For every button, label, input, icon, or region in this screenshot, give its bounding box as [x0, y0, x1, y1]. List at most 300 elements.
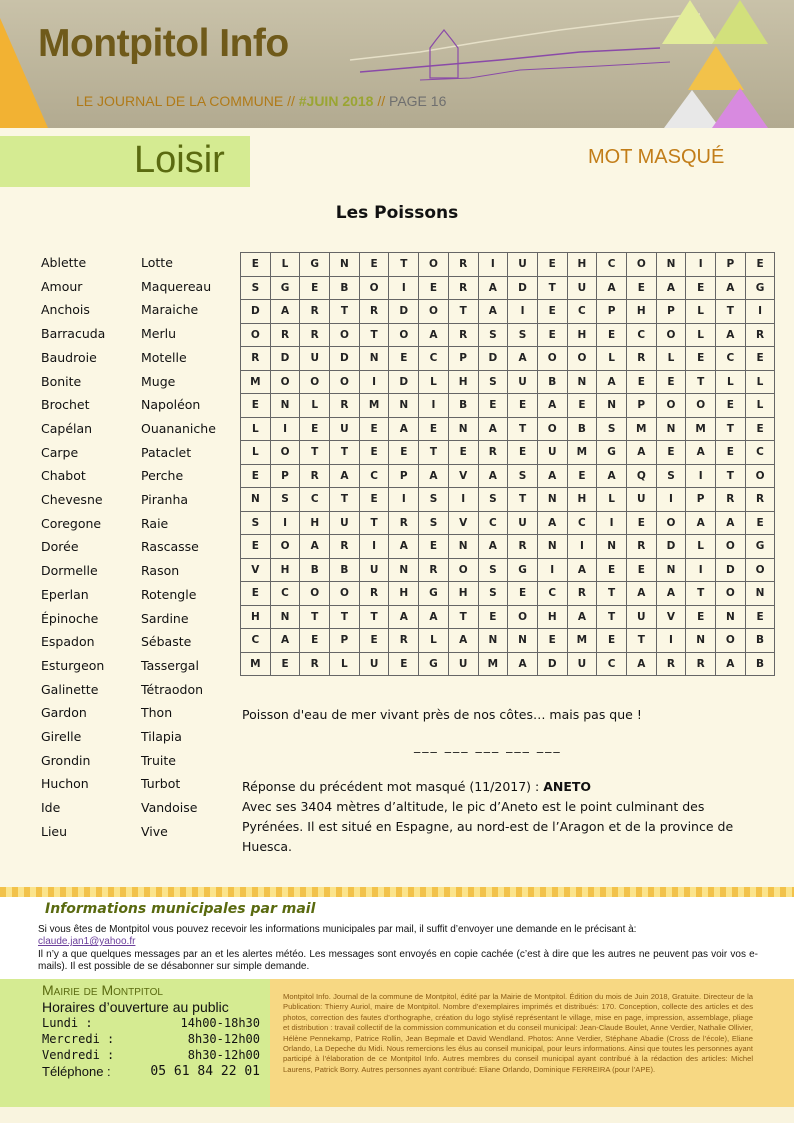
grid-cell[interactable]: C — [359, 464, 389, 488]
grid-cell[interactable]: M — [626, 417, 656, 441]
grid-cell[interactable]: O — [300, 370, 330, 394]
grid-cell[interactable]: E — [716, 394, 746, 418]
grid-cell[interactable]: H — [537, 605, 567, 629]
grid-cell[interactable]: I — [270, 511, 300, 535]
grid-cell[interactable]: T — [716, 464, 746, 488]
grid-cell[interactable]: S — [241, 276, 271, 300]
grid-cell[interactable]: C — [478, 511, 508, 535]
grid-cell[interactable]: N — [270, 605, 300, 629]
grid-cell[interactable]: D — [656, 535, 686, 559]
grid-cell[interactable]: R — [389, 629, 419, 653]
grid-cell[interactable]: E — [745, 347, 775, 371]
grid-cell[interactable]: I — [270, 417, 300, 441]
grid-cell[interactable]: P — [597, 300, 627, 324]
grid-cell[interactable]: U — [508, 511, 538, 535]
grid-cell[interactable]: D — [716, 558, 746, 582]
grid-cell[interactable]: P — [626, 394, 656, 418]
grid-cell[interactable]: R — [270, 323, 300, 347]
grid-cell[interactable]: P — [686, 488, 716, 512]
grid-cell[interactable]: E — [508, 441, 538, 465]
grid-cell[interactable]: O — [241, 323, 271, 347]
grid-cell[interactable]: T — [330, 441, 360, 465]
grid-cell[interactable]: N — [597, 394, 627, 418]
grid-cell[interactable]: U — [359, 558, 389, 582]
grid-cell[interactable]: E — [241, 582, 271, 606]
grid-cell[interactable]: C — [597, 253, 627, 277]
grid-cell[interactable]: B — [745, 652, 775, 676]
grid-cell[interactable]: T — [300, 441, 330, 465]
grid-cell[interactable]: T — [359, 323, 389, 347]
grid-cell[interactable]: T — [330, 300, 360, 324]
grid-cell[interactable]: R — [478, 441, 508, 465]
grid-cell[interactable]: H — [389, 582, 419, 606]
grid-cell[interactable]: P — [270, 464, 300, 488]
grid-cell[interactable]: H — [448, 582, 478, 606]
grid-cell[interactable]: O — [745, 464, 775, 488]
grid-cell[interactable]: E — [597, 558, 627, 582]
grid-cell[interactable]: L — [745, 394, 775, 418]
grid-cell[interactable]: E — [359, 441, 389, 465]
grid-cell[interactable]: D — [389, 370, 419, 394]
grid-cell[interactable]: M — [241, 370, 271, 394]
grid-cell[interactable]: I — [419, 394, 449, 418]
grid-cell[interactable]: R — [300, 464, 330, 488]
grid-cell[interactable]: E — [567, 464, 597, 488]
grid-cell[interactable]: S — [478, 370, 508, 394]
grid-cell[interactable]: S — [241, 511, 271, 535]
grid-cell[interactable]: U — [359, 652, 389, 676]
grid-cell[interactable]: O — [448, 558, 478, 582]
grid-cell[interactable]: U — [537, 441, 567, 465]
grid-cell[interactable]: S — [478, 582, 508, 606]
grid-cell[interactable]: S — [597, 417, 627, 441]
grid-cell[interactable]: E — [537, 629, 567, 653]
grid-cell[interactable]: A — [626, 582, 656, 606]
email-link[interactable]: claude.jan1@yahoo.fr — [38, 936, 136, 947]
grid-cell[interactable]: R — [745, 488, 775, 512]
grid-cell[interactable]: E — [716, 441, 746, 465]
grid-cell[interactable]: H — [567, 253, 597, 277]
grid-cell[interactable]: R — [686, 652, 716, 676]
grid-cell[interactable]: O — [330, 370, 360, 394]
grid-cell[interactable]: A — [478, 464, 508, 488]
grid-cell[interactable]: E — [270, 652, 300, 676]
grid-cell[interactable]: I — [745, 300, 775, 324]
grid-cell[interactable]: E — [478, 394, 508, 418]
grid-cell[interactable]: D — [330, 347, 360, 371]
grid-cell[interactable]: A — [270, 300, 300, 324]
grid-cell[interactable]: E — [745, 253, 775, 277]
grid-cell[interactable]: O — [656, 323, 686, 347]
grid-cell[interactable]: E — [419, 276, 449, 300]
grid-cell[interactable]: G — [508, 558, 538, 582]
grid-cell[interactable]: E — [508, 582, 538, 606]
grid-cell[interactable]: T — [716, 417, 746, 441]
grid-cell[interactable]: N — [448, 417, 478, 441]
grid-cell[interactable]: E — [478, 605, 508, 629]
grid-cell[interactable]: N — [537, 535, 567, 559]
grid-cell[interactable]: E — [626, 558, 656, 582]
grid-cell[interactable]: R — [300, 652, 330, 676]
grid-cell[interactable]: E — [300, 417, 330, 441]
grid-cell[interactable]: T — [716, 300, 746, 324]
grid-cell[interactable]: I — [537, 558, 567, 582]
grid-cell[interactable]: R — [716, 488, 746, 512]
grid-cell[interactable]: V — [448, 464, 478, 488]
grid-cell[interactable]: U — [626, 605, 656, 629]
grid-cell[interactable]: O — [716, 535, 746, 559]
grid-cell[interactable]: T — [508, 488, 538, 512]
grid-cell[interactable]: Q — [626, 464, 656, 488]
grid-cell[interactable]: S — [508, 464, 538, 488]
grid-cell[interactable]: D — [389, 300, 419, 324]
grid-cell[interactable]: P — [716, 253, 746, 277]
grid-cell[interactable]: N — [716, 605, 746, 629]
grid-cell[interactable]: C — [419, 347, 449, 371]
grid-cell[interactable]: O — [567, 347, 597, 371]
grid-cell[interactable]: I — [656, 488, 686, 512]
grid-cell[interactable]: T — [389, 253, 419, 277]
grid-cell[interactable]: E — [359, 253, 389, 277]
grid-cell[interactable]: T — [686, 370, 716, 394]
grid-cell[interactable]: I — [359, 370, 389, 394]
grid-cell[interactable]: E — [241, 464, 271, 488]
grid-cell[interactable]: L — [419, 370, 449, 394]
grid-cell[interactable]: E — [241, 253, 271, 277]
grid-cell[interactable]: E — [745, 417, 775, 441]
grid-cell[interactable]: N — [656, 253, 686, 277]
grid-cell[interactable]: A — [270, 629, 300, 653]
grid-cell[interactable]: I — [359, 535, 389, 559]
grid-cell[interactable]: A — [478, 300, 508, 324]
grid-cell[interactable]: L — [716, 370, 746, 394]
grid-cell[interactable]: H — [567, 323, 597, 347]
grid-cell[interactable]: C — [567, 511, 597, 535]
grid-cell[interactable]: A — [626, 652, 656, 676]
grid-cell[interactable]: H — [300, 511, 330, 535]
grid-cell[interactable]: G — [419, 652, 449, 676]
grid-cell[interactable]: E — [359, 488, 389, 512]
grid-cell[interactable]: U — [300, 347, 330, 371]
grid-cell[interactable]: U — [330, 511, 360, 535]
grid-cell[interactable]: B — [567, 417, 597, 441]
grid-cell[interactable]: E — [537, 300, 567, 324]
grid-cell[interactable]: A — [656, 276, 686, 300]
grid-cell[interactable]: E — [241, 535, 271, 559]
grid-cell[interactable]: L — [686, 535, 716, 559]
grid-cell[interactable]: E — [537, 253, 567, 277]
grid-cell[interactable]: R — [745, 323, 775, 347]
grid-cell[interactable]: H — [270, 558, 300, 582]
grid-cell[interactable]: C — [300, 488, 330, 512]
grid-cell[interactable]: T — [597, 605, 627, 629]
grid-cell[interactable]: M — [686, 417, 716, 441]
grid-cell[interactable]: O — [686, 394, 716, 418]
grid-cell[interactable]: N — [745, 582, 775, 606]
grid-cell[interactable]: A — [686, 441, 716, 465]
grid-cell[interactable]: N — [389, 558, 419, 582]
grid-cell[interactable]: R — [656, 652, 686, 676]
grid-cell[interactable]: T — [359, 605, 389, 629]
grid-cell[interactable]: R — [300, 300, 330, 324]
grid-cell[interactable]: E — [626, 511, 656, 535]
grid-cell[interactable]: R — [448, 253, 478, 277]
grid-cell[interactable]: T — [508, 417, 538, 441]
grid-cell[interactable]: R — [448, 323, 478, 347]
grid-cell[interactable]: O — [300, 582, 330, 606]
grid-cell[interactable]: I — [389, 276, 419, 300]
grid-cell[interactable]: E — [686, 276, 716, 300]
grid-cell[interactable]: S — [419, 488, 449, 512]
grid-cell[interactable]: R — [567, 582, 597, 606]
grid-cell[interactable]: G — [270, 276, 300, 300]
grid-cell[interactable]: L — [300, 394, 330, 418]
grid-cell[interactable]: A — [448, 629, 478, 653]
grid-cell[interactable]: A — [389, 605, 419, 629]
grid-cell[interactable]: A — [597, 370, 627, 394]
grid-cell[interactable]: A — [716, 511, 746, 535]
grid-cell[interactable]: E — [745, 511, 775, 535]
grid-cell[interactable]: O — [656, 394, 686, 418]
grid-cell[interactable]: A — [389, 417, 419, 441]
grid-cell[interactable]: E — [686, 347, 716, 371]
grid-cell[interactable]: I — [567, 535, 597, 559]
grid-cell[interactable]: I — [597, 511, 627, 535]
grid-cell[interactable]: A — [537, 394, 567, 418]
grid-cell[interactable]: B — [537, 370, 567, 394]
grid-cell[interactable]: H — [241, 605, 271, 629]
grid-cell[interactable]: U — [567, 652, 597, 676]
grid-cell[interactable]: V — [241, 558, 271, 582]
grid-cell[interactable]: O — [270, 441, 300, 465]
grid-cell[interactable]: I — [686, 464, 716, 488]
grid-cell[interactable]: O — [330, 582, 360, 606]
grid-cell[interactable]: T — [359, 511, 389, 535]
grid-cell[interactable]: T — [537, 276, 567, 300]
grid-cell[interactable]: L — [745, 370, 775, 394]
grid-cell[interactable]: A — [419, 323, 449, 347]
grid-cell[interactable]: E — [626, 370, 656, 394]
grid-cell[interactable]: E — [389, 652, 419, 676]
grid-cell[interactable]: I — [508, 300, 538, 324]
grid-cell[interactable]: B — [330, 558, 360, 582]
grid-cell[interactable]: L — [419, 629, 449, 653]
grid-cell[interactable]: O — [537, 347, 567, 371]
grid-cell[interactable]: M — [359, 394, 389, 418]
grid-cell[interactable]: R — [300, 323, 330, 347]
grid-cell[interactable]: I — [478, 253, 508, 277]
grid-cell[interactable]: A — [567, 605, 597, 629]
grid-cell[interactable]: A — [300, 535, 330, 559]
grid-cell[interactable]: N — [686, 629, 716, 653]
grid-cell[interactable]: R — [330, 535, 360, 559]
grid-cell[interactable]: T — [448, 300, 478, 324]
grid-cell[interactable]: N — [270, 394, 300, 418]
grid-cell[interactable]: C — [567, 300, 597, 324]
grid-cell[interactable]: T — [330, 605, 360, 629]
grid-cell[interactable]: C — [716, 347, 746, 371]
grid-cell[interactable]: T — [686, 582, 716, 606]
grid-cell[interactable]: E — [597, 629, 627, 653]
grid-cell[interactable]: E — [686, 605, 716, 629]
grid-cell[interactable]: A — [537, 511, 567, 535]
grid-cell[interactable]: M — [241, 652, 271, 676]
grid-cell[interactable]: U — [448, 652, 478, 676]
grid-cell[interactable]: B — [448, 394, 478, 418]
grid-cell[interactable]: I — [686, 253, 716, 277]
grid-cell[interactable]: C — [241, 629, 271, 653]
grid-cell[interactable]: P — [656, 300, 686, 324]
grid-cell[interactable]: P — [389, 464, 419, 488]
grid-cell[interactable]: A — [419, 464, 449, 488]
grid-cell[interactable]: O — [359, 276, 389, 300]
grid-cell[interactable]: A — [597, 464, 627, 488]
grid-cell[interactable]: B — [745, 629, 775, 653]
grid-cell[interactable]: U — [508, 370, 538, 394]
grid-cell[interactable]: N — [508, 629, 538, 653]
grid-cell[interactable]: S — [419, 511, 449, 535]
grid-cell[interactable]: E — [508, 394, 538, 418]
grid-cell[interactable]: M — [567, 629, 597, 653]
grid-cell[interactable]: B — [300, 558, 330, 582]
grid-cell[interactable]: V — [656, 605, 686, 629]
grid-cell[interactable]: O — [716, 582, 746, 606]
grid-cell[interactable]: T — [330, 488, 360, 512]
grid-cell[interactable]: C — [745, 441, 775, 465]
grid-cell[interactable]: A — [508, 652, 538, 676]
grid-cell[interactable]: T — [448, 605, 478, 629]
grid-cell[interactable]: E — [300, 276, 330, 300]
grid-cell[interactable]: G — [745, 535, 775, 559]
grid-cell[interactable]: R — [448, 276, 478, 300]
grid-cell[interactable]: L — [686, 323, 716, 347]
grid-cell[interactable]: O — [389, 323, 419, 347]
grid-cell[interactable]: N — [567, 370, 597, 394]
grid-cell[interactable]: O — [270, 370, 300, 394]
grid-cell[interactable]: O — [656, 511, 686, 535]
grid-cell[interactable]: R — [241, 347, 271, 371]
grid-cell[interactable]: E — [389, 347, 419, 371]
grid-cell[interactable]: G — [745, 276, 775, 300]
grid-cell[interactable]: I — [686, 558, 716, 582]
grid-cell[interactable]: P — [448, 347, 478, 371]
grid-cell[interactable]: E — [241, 394, 271, 418]
grid-cell[interactable]: U — [330, 417, 360, 441]
grid-cell[interactable]: E — [359, 417, 389, 441]
grid-cell[interactable]: A — [330, 464, 360, 488]
grid-cell[interactable]: E — [597, 323, 627, 347]
grid-cell[interactable]: A — [478, 535, 508, 559]
grid-cell[interactable]: E — [300, 629, 330, 653]
grid-cell[interactable]: N — [478, 629, 508, 653]
grid-cell[interactable]: D — [537, 652, 567, 676]
grid-cell[interactable]: O — [330, 323, 360, 347]
grid-cell[interactable]: A — [626, 441, 656, 465]
grid-cell[interactable]: N — [330, 253, 360, 277]
grid-cell[interactable]: E — [656, 370, 686, 394]
grid-cell[interactable]: O — [419, 253, 449, 277]
grid-cell[interactable]: V — [448, 511, 478, 535]
grid-cell[interactable]: D — [241, 300, 271, 324]
grid-cell[interactable]: S — [270, 488, 300, 512]
grid-cell[interactable]: R — [389, 511, 419, 535]
grid-cell[interactable]: O — [537, 417, 567, 441]
grid-cell[interactable]: B — [330, 276, 360, 300]
grid-cell[interactable]: A — [537, 464, 567, 488]
grid-cell[interactable]: R — [626, 347, 656, 371]
grid-cell[interactable]: N — [448, 535, 478, 559]
grid-cell[interactable]: D — [478, 347, 508, 371]
grid-cell[interactable]: E — [745, 605, 775, 629]
grid-cell[interactable]: N — [359, 347, 389, 371]
grid-cell[interactable]: R — [359, 300, 389, 324]
grid-cell[interactable]: L — [656, 347, 686, 371]
grid-cell[interactable]: E — [448, 441, 478, 465]
grid-cell[interactable]: E — [626, 276, 656, 300]
grid-cell[interactable]: N — [597, 535, 627, 559]
grid-cell[interactable]: O — [419, 300, 449, 324]
grid-cell[interactable]: A — [656, 582, 686, 606]
grid-cell[interactable]: O — [270, 535, 300, 559]
grid-cell[interactable]: L — [686, 300, 716, 324]
grid-cell[interactable]: E — [359, 629, 389, 653]
grid-cell[interactable]: N — [656, 417, 686, 441]
grid-cell[interactable]: I — [656, 629, 686, 653]
grid-cell[interactable]: S — [656, 464, 686, 488]
grid-cell[interactable]: H — [626, 300, 656, 324]
grid-cell[interactable]: A — [716, 652, 746, 676]
grid-cell[interactable]: A — [567, 558, 597, 582]
grid-cell[interactable]: L — [597, 347, 627, 371]
grid-cell[interactable]: R — [626, 535, 656, 559]
grid-cell[interactable]: S — [478, 323, 508, 347]
grid-cell[interactable]: A — [389, 535, 419, 559]
grid-cell[interactable]: A — [478, 417, 508, 441]
grid-cell[interactable]: O — [716, 629, 746, 653]
grid-cell[interactable]: A — [419, 605, 449, 629]
grid-cell[interactable]: E — [567, 394, 597, 418]
grid-cell[interactable]: T — [597, 582, 627, 606]
grid-cell[interactable]: L — [330, 652, 360, 676]
grid-cell[interactable]: C — [537, 582, 567, 606]
grid-cell[interactable]: N — [389, 394, 419, 418]
grid-cell[interactable]: S — [478, 488, 508, 512]
grid-cell[interactable]: H — [567, 488, 597, 512]
grid-cell[interactable]: C — [626, 323, 656, 347]
grid-cell[interactable]: R — [330, 394, 360, 418]
grid-cell[interactable]: E — [419, 535, 449, 559]
grid-cell[interactable]: D — [270, 347, 300, 371]
grid-cell[interactable]: R — [419, 558, 449, 582]
grid-cell[interactable]: U — [626, 488, 656, 512]
grid-cell[interactable]: L — [241, 417, 271, 441]
grid-cell[interactable]: S — [478, 558, 508, 582]
grid-cell[interactable]: R — [508, 535, 538, 559]
grid-cell[interactable]: I — [448, 488, 478, 512]
grid-cell[interactable]: A — [478, 276, 508, 300]
grid-cell[interactable]: L — [241, 441, 271, 465]
grid-cell[interactable]: I — [389, 488, 419, 512]
grid-cell[interactable]: A — [686, 511, 716, 535]
grid-cell[interactable]: M — [478, 652, 508, 676]
grid-cell[interactable]: N — [656, 558, 686, 582]
grid-cell[interactable]: L — [270, 253, 300, 277]
grid-cell[interactable]: U — [508, 253, 538, 277]
grid-cell[interactable]: G — [597, 441, 627, 465]
grid-cell[interactable]: O — [745, 558, 775, 582]
grid-cell[interactable]: E — [537, 323, 567, 347]
grid-cell[interactable]: E — [389, 441, 419, 465]
